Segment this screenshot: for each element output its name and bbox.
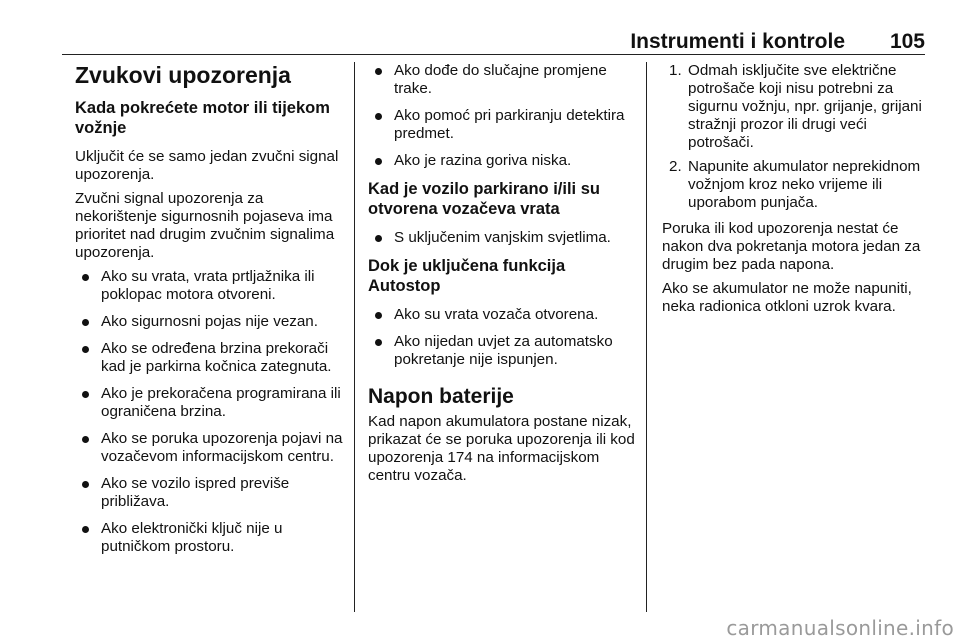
bullet-icon [375,312,382,319]
bullet-icon [375,339,382,346]
column-2 [368,62,638,491]
bullet-icon [82,526,89,533]
column-divider-1 [354,62,355,612]
section-title: Instrumenti i kontrole [630,30,845,53]
numbered-list [662,62,930,212]
bullet-icon [82,436,89,443]
list-item: S uključenim vanjskim svjetlima. [368,229,638,247]
watermark: carmanualsonline.info [726,616,954,640]
list-item: 2. Napunite akumulator neprekidnom vožnjom kroz neko vrijeme ili uporabom punjača. [669,158,921,211]
bullet-icon [82,391,89,398]
list-item: Ako dođe do slučajne promjene trake. [368,62,638,98]
bullet-icon [82,481,89,488]
list-item: Ako su vrata vozača otvorena. [368,306,638,324]
bullet-icon [82,346,89,353]
bullet-icon [375,113,382,120]
list-item: Ako se određena brzina prekorači kad je parkirna kočnica zategnuta. [75,340,345,376]
bullet-list [75,268,345,556]
column-3 [662,62,930,322]
bullet-list [368,306,638,369]
list-item: 1. Odmah isključite sve električne potrošače koji nisu potrebni za sigurnu vožnju, npr. grijanje, grijani stražnji prozor ili drugi veći potrošači. [669,62,922,151]
subheading-parked: Kad je vozilo parkirano i/ili su otvorena vozačeva vrata [368,180,600,218]
paragraph: Kad napon akumulatora postane nizak, prikazat će se poruka upozorenja ili kod upozorenja 174 na informacijskom centru vozača. [368,413,635,484]
bullet-icon [375,235,382,242]
heading-zvukovi-upozorenja: Zvukovi upozorenja [75,62,291,88]
list-item: Ako elektronički ključ nije u putničkom prostoru. [75,520,345,556]
subheading-autostop: Dok je uključena funkcija Autostop [368,257,566,295]
list-item: Ako sigurnosni pojas nije vezan. [75,313,345,331]
list-item: Ako je prekoračena programirana ili ograničena brzina. [75,385,345,421]
paragraph: Ako se akumulator ne može napuniti, neka radionica otkloni uzrok kvara. [662,280,912,315]
subheading-starting-engine: Kada pokrećete motor ili tijekom vožnje [75,99,330,137]
column-1 [75,62,345,565]
column-divider-2 [646,62,647,612]
paragraph: Poruka ili kod upozorenja nestat će nakon dva pokretanja motora jedan za drugim bez pada napona. [662,220,921,273]
page-header [62,30,925,55]
bullet-icon [375,68,382,75]
list-item: Ako se poruka upozorenja pojavi na vozačevom informacijskom centru. [75,430,345,466]
heading-napon-baterije: Napon baterije [368,385,514,408]
bullet-icon [375,158,382,165]
list-item: Ako pomoć pri parkiranju detektira predmet. [368,107,638,143]
list-item: Ako nijedan uvjet za automatsko pokretanje nije ispunjen. [368,333,638,369]
bullet-icon [82,319,89,326]
paragraph: Uključit će se samo jedan zvučni signal upozorenja. [75,148,339,183]
paragraph: Zvučni signal upozorenja za nekorištenje sigurnosnih pojaseva ima prioritet nad drugim zvučnim signalima upozorenja. [75,190,335,261]
bullet-list [368,229,638,247]
list-item: Ako je razina goriva niska. [368,152,638,170]
bullet-list [368,62,638,170]
list-item: Ako se vozilo ispred previše približava. [75,475,345,511]
list-item: Ako su vrata, vrata prtljažnika ili poklopac motora otvoreni. [75,268,345,304]
bullet-icon [82,274,89,281]
page-number: 105 [889,30,925,53]
